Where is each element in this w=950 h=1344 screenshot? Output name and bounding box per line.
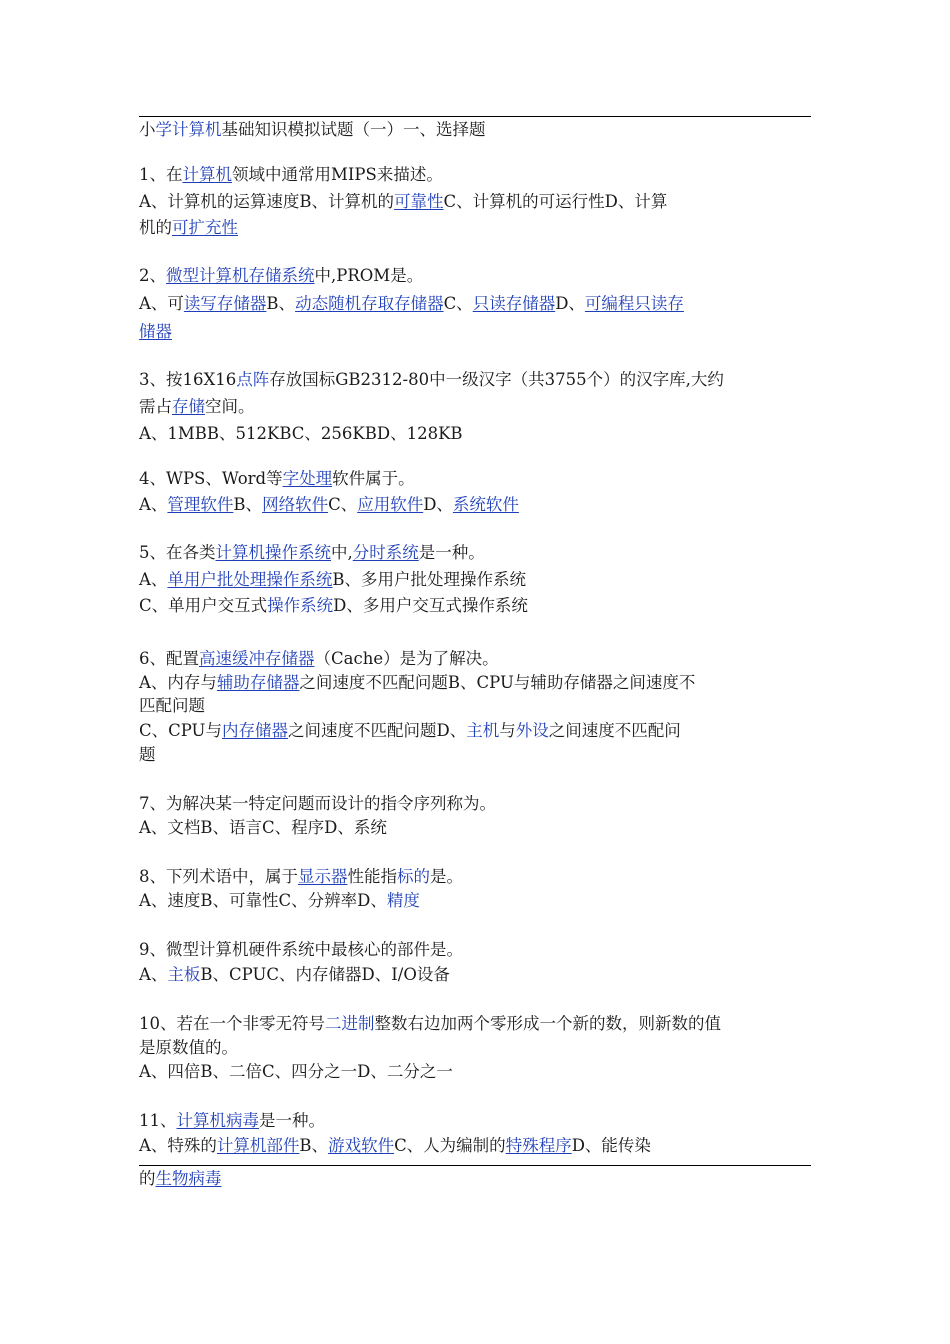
- header-rule: [139, 116, 811, 117]
- link-prom-cont[interactable]: 储器: [139, 322, 172, 341]
- q1-options: A、计算机的运算速度B、计算机的可靠性C、计算机的可运行性D、计算: [139, 192, 668, 211]
- q10-options: A、四倍B、二倍C、四分之一D、二分之一: [139, 1062, 453, 1081]
- link-application-software[interactable]: 应用软件: [357, 495, 424, 514]
- q6-options-a-cont: 匹配问题: [139, 696, 205, 715]
- document-title: 小学计算机基础知识模拟试题（一）一、选择题: [139, 120, 486, 139]
- link-computer-part[interactable]: 计算机部件: [216, 1136, 300, 1155]
- q5-stem: 5、在各类计算机操作系统中,分时系统是一种。: [139, 543, 485, 562]
- q10-stem-cont: 是原数值的。: [139, 1038, 238, 1057]
- link-dram[interactable]: 动态随机存取存储器: [295, 294, 444, 313]
- link-rom[interactable]: 只读存储器: [472, 294, 556, 313]
- q7-options: A、文档B、语言C、程序D、系统: [139, 818, 387, 837]
- link-internal-memory[interactable]: 内存储器: [221, 721, 288, 740]
- q5-options-cd: C、单用户交互式操作系统D、多用户交互式操作系统: [139, 596, 528, 615]
- link-management-software[interactable]: 管理软件: [167, 495, 234, 514]
- q1-options-cont: 机的可扩充性: [139, 218, 238, 237]
- link-special-program[interactable]: 特殊程序: [505, 1136, 572, 1155]
- term-motherboard: 主板: [167, 965, 201, 984]
- link-prom[interactable]: 可编程只读存: [584, 294, 684, 313]
- link-computer[interactable]: 计算机: [182, 165, 232, 184]
- term-precision: 精度: [386, 891, 420, 910]
- q2-options-cont: [139, 321, 172, 343]
- q3-options: A、1MBB、512KBC、256KBD、128KB: [139, 424, 463, 443]
- q6-options-a: A、内存与辅助存储器之间速度不匹配问题B、CPU与辅助存储器之间速度不: [139, 673, 696, 692]
- link-auxiliary-storage[interactable]: 辅助存储器: [216, 673, 300, 692]
- term-indicator: 标的: [397, 867, 430, 886]
- link-computer-virus[interactable]: 计算机病毒: [176, 1111, 259, 1130]
- q8-stem: 8、下列术语中，属于显示器性能指标的是。: [139, 867, 463, 886]
- term-binary: 二进制: [325, 1014, 375, 1033]
- link-computer-os[interactable]: 计算机操作系统: [215, 543, 331, 562]
- q3-stem-cont: 需占存储空间。: [139, 397, 255, 416]
- link-system-software[interactable]: 系统软件: [452, 495, 519, 514]
- q9-options: A、主板B、CPUC、内存储器D、I/O设备: [139, 965, 450, 984]
- q6-options-c-cont: 题: [139, 745, 156, 764]
- q2-stem: 2、微型计算机存储系统中,PROM是。: [139, 266, 424, 285]
- q4-options: A、管理软件B、网络软件C、应用软件D、系统软件: [139, 495, 519, 514]
- q6-options-c: C、CPU与内存储器之间速度不匹配问题D、主机与外设之间速度不匹配问: [139, 721, 681, 740]
- footer-rule: [139, 1165, 811, 1166]
- q11-options-cont: 的生物病毒: [139, 1169, 222, 1188]
- link-reliability[interactable]: 可靠性: [394, 192, 444, 211]
- link-time-sharing-system[interactable]: 分时系统: [352, 543, 419, 562]
- link-biological-virus[interactable]: 生物病毒: [155, 1169, 222, 1188]
- link-network-software[interactable]: 网络软件: [262, 495, 329, 514]
- q7-stem: 7、为解决某一特定问题而设计的指令序列称为。: [139, 794, 496, 813]
- q2-options: A、可读写存储器B、动态随机存取存储器C、只读存储器D、可编程只读存: [139, 294, 684, 313]
- title-highlight: 学计算机: [155, 120, 222, 139]
- q10-stem: 10、若在一个非零无符号二进制整数右边加两个零形成一个新的数，则新数的值: [139, 1014, 721, 1033]
- link-game-software[interactable]: 游戏软件: [328, 1136, 395, 1155]
- q3-stem: 3、按16X16点阵存放国标GB2312-80中一级汉字（共3755个）的汉字库,大约: [139, 370, 724, 389]
- term-os: 操作系统: [267, 596, 334, 615]
- term-host: 主机: [466, 721, 500, 740]
- link-expandability[interactable]: 可扩充性: [172, 218, 238, 237]
- link-single-user-batch-os[interactable]: 单用户批处理操作系统: [167, 570, 333, 589]
- link-display[interactable]: 显示器: [298, 867, 348, 886]
- q4-stem: 4、WPS、Word等字处理软件属于。: [139, 469, 415, 488]
- term-dot-matrix: 点阵: [236, 370, 270, 389]
- term-peripheral: 外设: [515, 721, 549, 740]
- q1-stem: 1、在计算机领域中通常用MIPS来描述。: [139, 165, 443, 184]
- link-micro-storage-system[interactable]: 微型计算机存储系统: [166, 266, 315, 285]
- link-cache-memory[interactable]: 高速缓冲存储器: [199, 649, 315, 668]
- link-storage[interactable]: 存储: [172, 397, 205, 416]
- q6-stem: 6、配置高速缓冲存储器（Cache）是为了解决。: [139, 649, 499, 668]
- q11-options: A、特殊的计算机部件B、游戏软件C、人为编制的特殊程序D、能传染: [139, 1136, 651, 1155]
- link-word-processing[interactable]: 字处理: [282, 469, 333, 488]
- q11-stem: 11、计算机病毒是一种。: [139, 1111, 325, 1130]
- q9-stem: 9、微型计算机硬件系统中最核心的部件是。: [139, 940, 463, 959]
- q5-options-ab: A、单用户批处理操作系统B、多用户批处理操作系统: [139, 570, 527, 589]
- link-rw-memory[interactable]: 读写存储器: [183, 294, 267, 313]
- q8-options: A、速度B、可靠性C、分辨率D、精度: [139, 891, 420, 910]
